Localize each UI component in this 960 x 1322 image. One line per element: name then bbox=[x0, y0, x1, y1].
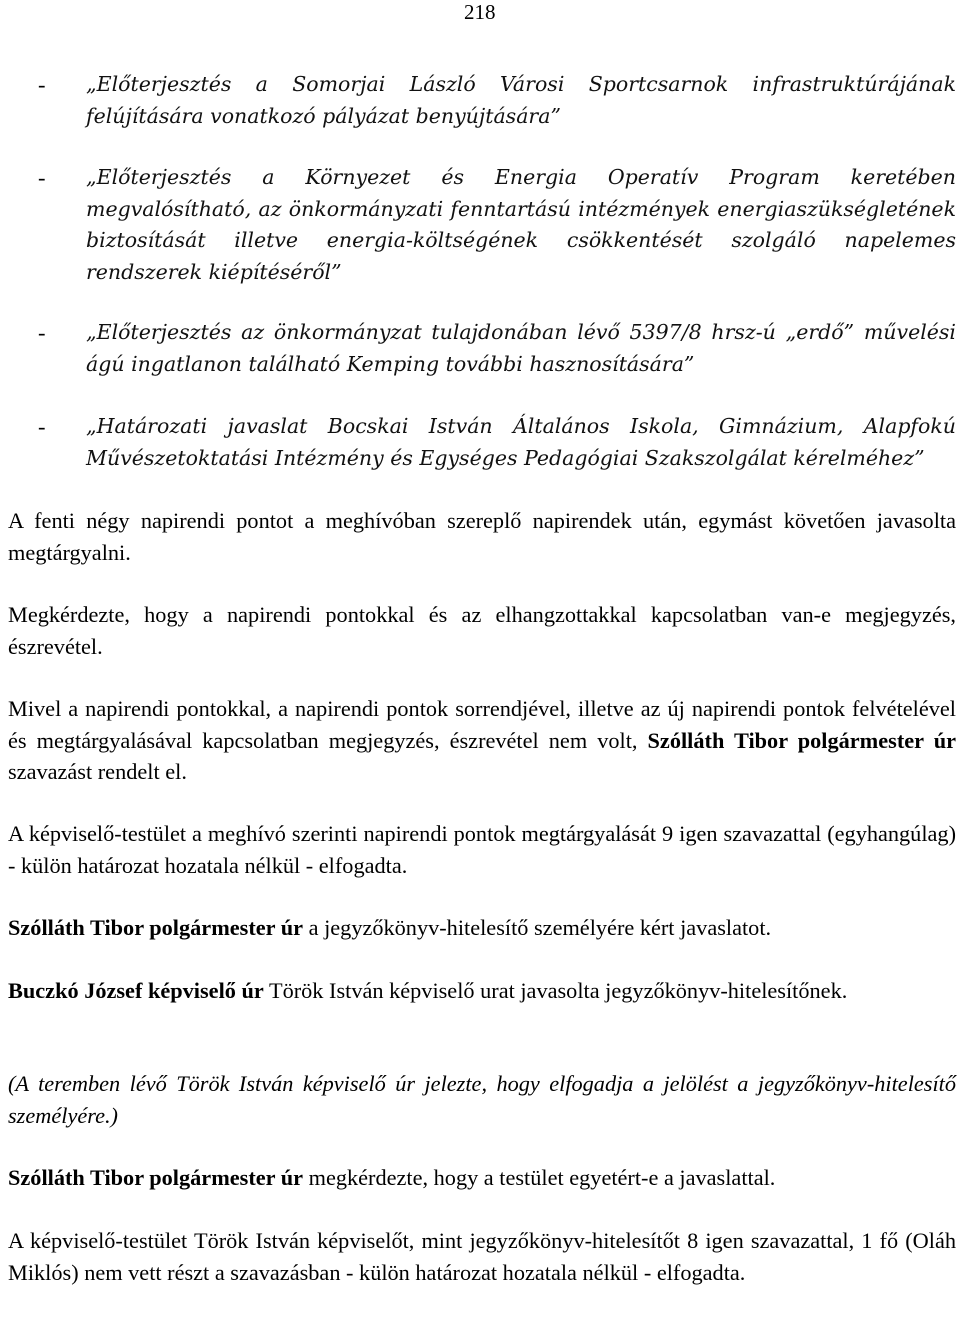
paragraph-agenda-accepted: A képviselő-testület a meghívó szerinti napirendi pontok megtárgyalását 9 igen szavazattal (egyhangúlag) - külön határozat hozatala nélkül - elfogadta. bbox=[8, 821, 956, 878]
agenda-item-text: „Határozati javaslat Bocskai István Általános Iskola, Gimnázium, Alapfokú Művészetoktatási Intézmény és Egységes Pedagógiai Szakszolgálat kérelméhez” bbox=[86, 414, 956, 470]
agenda-item-text: „Előterjesztés az önkormányzat tulajdonában lévő 5397/8 hrsz-ú „erdő” művelési ágú ingatlanon található Kemping további hasznosítására” bbox=[86, 320, 956, 376]
paragraph-text: megkérdezte, hogy a testület egyetért-e a javaslattal. bbox=[303, 1165, 776, 1190]
paragraph-text: szavazást rendelt el. bbox=[8, 759, 187, 784]
paragraph-nomination bbox=[8, 975, 956, 1007]
list-dash: - bbox=[38, 165, 46, 190]
paragraph-verifier-accepted: A képviselő-testület Török István képviselőt, mint jegyzőkönyv-hitelesítőt 8 igen szavazattal, 1 fő (Oláh Miklós) nem vett részt a szavazásban - külön határozat hozatala nélkül - elfogadta. bbox=[8, 1228, 956, 1285]
paragraph-agenda-order: A fenti négy napirendi pontot a meghívóban szereplő napirendek után, egymást követően javasolta megtárgyalni. bbox=[8, 508, 956, 565]
agenda-item-text: „Előterjesztés a Környezet és Energia Operatív Program keretében megvalósítható, az önkormányzati fenntartású intézmények energiaszükségletének biztosítását illetve energia-költségének csökkentését szolgáló napelemes rendszerek kiépítéséről” bbox=[86, 165, 956, 284]
list-dash: - bbox=[38, 414, 46, 439]
agenda-item bbox=[8, 69, 956, 132]
list-dash: - bbox=[38, 72, 46, 97]
paragraph-question-agreement bbox=[8, 1162, 956, 1194]
agenda-item bbox=[8, 411, 956, 474]
speaker-name: Szólláth Tibor polgármester úr bbox=[8, 1165, 304, 1190]
paragraph-text: Török István képviselő urat javasolta jegyzőkönyv-hitelesítőnek. bbox=[263, 978, 848, 1003]
agenda-item-text: „Előterjesztés a Somorjai László Városi Sportcsarnok infrastruktúrájának felújítására vonatkozó pályázat benyújtására” bbox=[86, 72, 956, 128]
paragraph-text: Mivel a napirendi pontokkal, a napirendi pontok sorrendjével, illetve az új napirendi pontok felvételével és megtárgyalásával kapcsolatban megjegyzés, észrevétel nem volt, bbox=[8, 696, 956, 753]
speaker-name: Buczkó József képviselő úr bbox=[8, 978, 264, 1003]
speaker-name: Szólláth Tibor polgármester úr bbox=[8, 915, 304, 940]
agenda-item bbox=[8, 317, 956, 380]
speaker-name: Szólláth Tibor polgármester úr bbox=[647, 727, 956, 753]
paragraph-text: a jegyzőkönyv-hitelesítő személyére kért javaslatot. bbox=[303, 915, 772, 940]
paragraph-proposal-request bbox=[8, 912, 956, 944]
paragraph-question: Megkérdezte, hogy a napirendi pontokkal és az elhangzottakkal kapcsolatban van-e megjegyzés, észrevétel. bbox=[8, 602, 956, 659]
paragraph-acceptance-note: (A teremben lévő Török István képviselő úr jelezte, hogy elfogadja a jelölést a jegyzőkönyv-hitelesítő személyére.) bbox=[8, 1071, 956, 1128]
list-dash: - bbox=[38, 320, 46, 345]
page-number: 218 bbox=[464, 0, 496, 24]
paragraph-vote-ordered bbox=[8, 693, 956, 788]
agenda-item bbox=[8, 162, 956, 288]
